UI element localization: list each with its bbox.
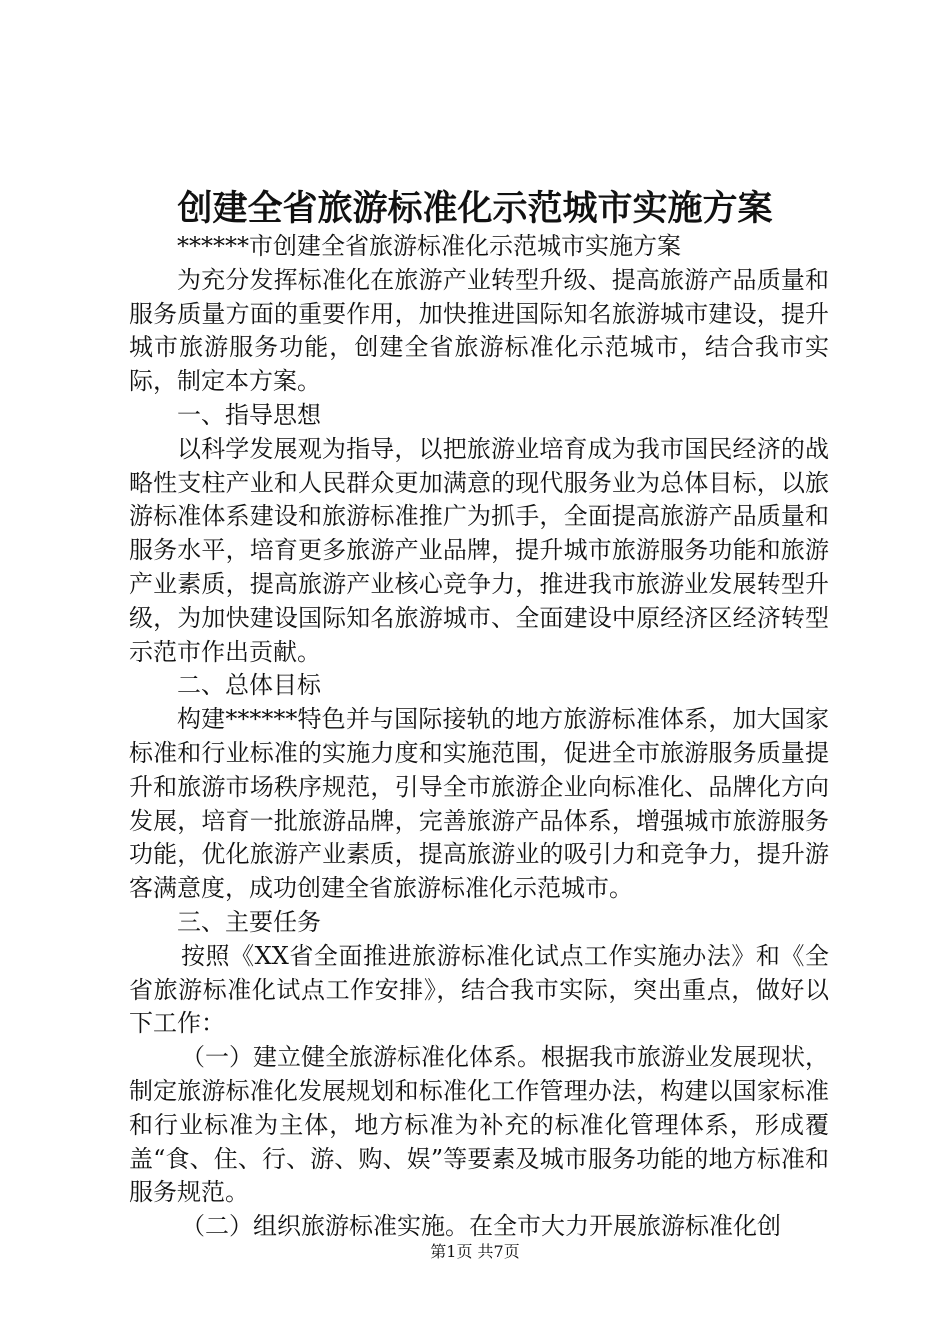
task-paragraph-2: （二）组织旅游标准实施。在全市大力开展旅游标准化创 [181, 1212, 781, 1241]
task-paragraph-1: （一）建立健全旅游标准化体系。根据我市旅游业发展现状，制定旅游标准化发展规划和标准化工作管理办法，构建以国家标准和行业标准为主体，地方标准为补充的标准化管理体系，形成覆盖“食、住、行、游、购、娱”等要素及城市服务功能的地方标准和服务规范。 [129, 1043, 829, 1207]
section-paragraph-3: 按照《XX省全面推进旅游标准化试点工作实施办法》和《全省旅游标准化试点工作安排》，结合我市实际，突出重点，做好以下工作： [129, 941, 829, 1038]
intro-paragraph: 为充分发挥标准化在旅游产业转型升级、提高旅游产品质量和服务质量方面的重要作用，加快推进国际知名旅游城市建设，提升城市旅游服务功能，创建全省旅游标准化示范城市，结合我市实际，制定本方案。 [129, 265, 829, 396]
document-body [129, 230, 829, 1244]
section-heading-1: 一、指导思想 [177, 400, 321, 429]
document-title: 创建全省旅游标准化示范城市实施方案 [177, 188, 773, 229]
section-paragraph-2: 构建******特色并与国际接轨的地方旅游标准体系，加大国家标准和行业标准的实施力度和实施范围，促进全市旅游服务质量提升和旅游市场秩序规范，引导全市旅游企业向标准化、品牌化方向发展，培育一批旅游品牌，完善旅游产品体系，增强城市旅游服务功能，优化旅游产业素质，提高旅游业的吸引力和竞争力，提升游客满意度，成功创建全省旅游标准化示范城市。 [129, 705, 829, 903]
section-heading-3: 三、主要任务 [177, 907, 321, 936]
section-paragraph-1: 以科学发展观为指导，以把旅游业培育成为我市国民经济的战略性支柱产业和人民群众更加满意的现代服务业为总体目标，以旅游标准体系建设和旅游标准推广为抓手，全面提高旅游产品质量和服务水平，培育更多旅游产业品牌，提升城市旅游服务功能和旅游产业素质，提高旅游产业核心竞争力，推进我市旅游业发展转型升级，为加快建设国际知名旅游城市、全面建设中原经济区经济转型示范市作出贡献。 [129, 434, 829, 666]
subtitle-paragraph: ******市创建全省旅游标准化示范城市实施方案 [177, 232, 681, 260]
page-number: 第1页 共7页 [430, 1242, 520, 1261]
section-heading-2: 二、总体目标 [177, 671, 321, 700]
